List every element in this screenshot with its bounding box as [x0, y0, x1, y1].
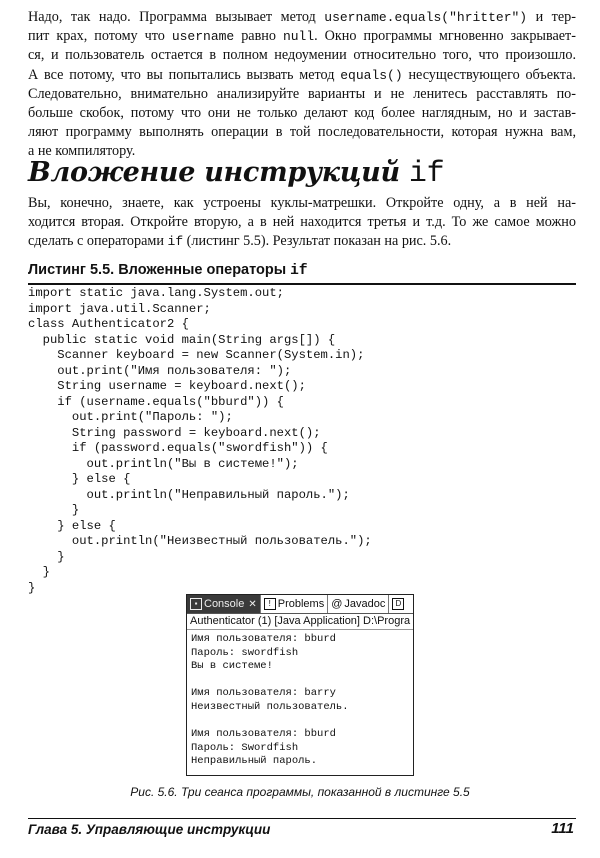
javadoc-icon: @ [331, 597, 343, 610]
text-line: ляют программу выполнять операции в той последовательности, которая нужна вам, [28, 124, 576, 141]
page-number: 111 [551, 820, 574, 837]
console-tab-bar [187, 595, 413, 614]
text-line: Вы, конечно, знаете, как устроены куклы-матрешки. Откройте одну, а в ней на- [28, 195, 576, 211]
footer-chapter: Глава 5. Управляющие инструкции [28, 822, 271, 837]
text-line: ходится вторая. Откройте вторую, а в ней находится третья и т.д. То же самое можно [28, 214, 576, 231]
text-line: ся, и пользователь остается в полном недоумении относительно того, что произошло. [28, 47, 576, 64]
tab-declaration[interactable] [389, 595, 407, 613]
text-line: сделать с операторами if (листинг 5.5). Результат показан на рис. 5.6. [28, 233, 452, 250]
problems-icon: ! [264, 598, 276, 610]
code-listing: import static java.lang.System.out; import java.util.Scanner; class Authenticator2 { public static void main(String args[]) { Scanner keyboard = new Scanner(System.in); out.print("Имя пользователя: "); String username = keyboard.next(); if (username.equals("bburd")) { out.print("Пароль: "); String password = keyboard.next(); if (password.equals("swordfish")) { out.println("Вы в системе!"); } else { out.println("Неправильный пароль."); } } else { out.println("Неизвестный пользователь."); } } } [28, 286, 372, 595]
inline-code: username [171, 29, 235, 45]
inline-code: username.equals("hritter") [324, 10, 528, 25]
text-line: а не компилятору. [28, 143, 136, 160]
text-line: Надо, так надо. Программа вызывает метод username.equals("hritter") и тер- [28, 9, 576, 25]
listing-title-code: if [290, 263, 308, 279]
footer-divider [28, 818, 576, 819]
console-window [186, 594, 414, 776]
listing-title: Листинг 5.5. Вложенные операторы if [28, 261, 576, 285]
tab-console[interactable]: ▪ Console ✕ [187, 595, 261, 613]
inline-code: null [282, 29, 315, 45]
console-output: Имя пользователя: bburd Пароль: swordfish Вы в системе! Имя пользователя: barry Неизвестный пользователь. Имя пользователя: bburd Пароль: Swordfish Неправильный пароль. [191, 633, 349, 768]
intro-paragraph [28, 8, 576, 162]
inline-code: if [167, 234, 184, 250]
close-icon[interactable]: ✕ [248, 598, 257, 610]
heading-code: if [408, 157, 445, 191]
text-line: пит крах, потому что username равно null. Окно программы мгновенно закрывает- [28, 28, 576, 45]
inline-code: equals() [340, 67, 403, 83]
text-line: больше скобок, потому что они не только делают код более наглядным, но и застав- [28, 105, 576, 122]
tab-javadoc[interactable]: @ Javadoc [328, 595, 389, 613]
console-icon: ▪ [190, 598, 202, 610]
figure-caption: Рис. 5.6. Три сеанса программы, показанной в листинге 5.5 [130, 785, 470, 799]
declaration-icon: D [392, 598, 404, 610]
text-line: А все потому, что вы попытались вызвать метод equals() несуществующего объекта. [28, 66, 576, 83]
body-paragraph [28, 194, 576, 252]
text-line: Следовательно, внимательно анализируйте варианты и не ленитесь расставлять по- [28, 85, 576, 102]
section-heading: Вложение инструкций if [28, 157, 445, 191]
console-launch-line: Authenticator (1) [Java Application] D:\Progra [187, 614, 413, 630]
tab-problems[interactable]: ! Problems [261, 595, 328, 613]
